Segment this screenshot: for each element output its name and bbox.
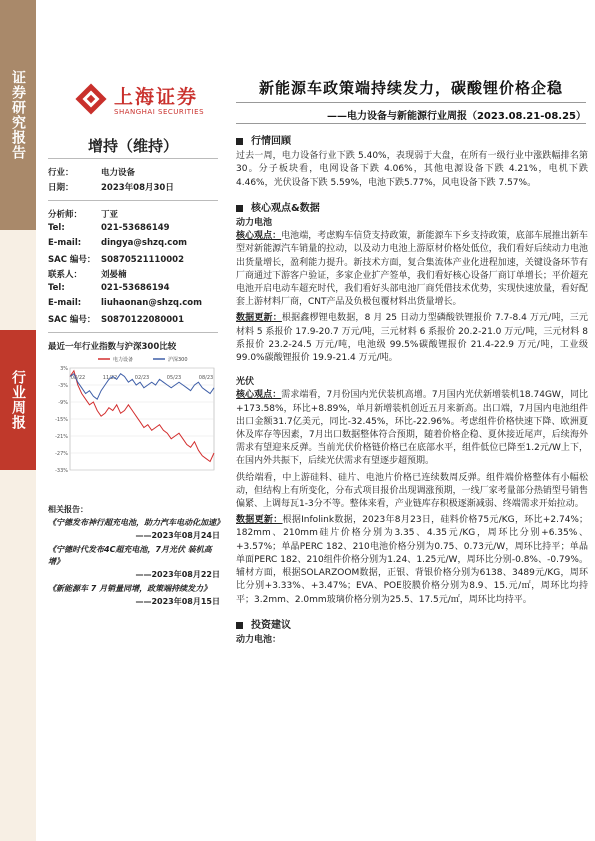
contact-sac: SAC 编号： S0870122080001 [48,315,185,325]
rating-divider [48,158,218,159]
section-core-views: 核心观点&数据 [236,202,588,215]
y-tick-label: -3% [58,383,68,389]
x-tick-label: 05/23 [166,375,182,381]
related-report-title: 《宁德时代发布4C超充电池，7月光伏 装机高增》 [48,545,212,566]
legend-label: 电力设备 [113,357,134,363]
pv-heading: 光伏 [236,377,255,388]
pv-supply: 供给端看，中上游硅料、硅片、电池片价格已连续数周反弹。组件端价格整体有小幅松动，但结构上有所变化，分布式项目报价出现调涨预期，一线厂家考量部分热销型号销售偏紧、上调每瓦1-3分不等。整体来看，产业链库存积极逐渐减弱、终端需求开始拉动。 [236,472,588,510]
contact-tel: Tel: 021-53686194 [48,283,170,293]
legend-label: 沪深300 [168,357,188,363]
pv-data: 数据更新：根据Infolink数据，2023年8月23日，硅料价格75元/KG，环比+2.74%；182mm、210mm硅片价格分别为3.35、4.35元/KG，周环比分别+6.35%、+3.57%；单晶PERC 182、210电池价格分别为0.75、0.73元/W，周环比持平；单晶单面PERC 182、210组件价格分别为1.24、1.25元/W，周环比分别-0.8%、-0.79%。辅材方面，根据SOLARZOOM数据，正银、背银价格分别为6138、3489元/KG，周环比分别+3.33%、+3.47%；EVA、POE胶膜价格分别为8.9、15.元/㎡，周环比均持平；3.2mm、2.0mm玻璃价格分别为25.5、17.5元/㎡，周环比均持平。 [236,515,588,605]
title-divider [236,102,586,103]
sidebar-weekly-label: 行业周报 [0,330,36,470]
analyst-name: 分析师： 丁亚 [48,210,119,220]
related-heading: 相关报告： [48,505,88,514]
analyst-tel: Tel: 021-53686149 [48,223,170,233]
y-tick-label: 3% [60,366,68,372]
chart-title: 最近一年行业指数与沪深300比较 [48,342,177,352]
battery-data: 数据更新：根据鑫椤锂电数据，8 月 25 日动力型磷酸铁锂报价 7.7-8.4 万元/吨，三元材料 5 系报价 17.9-20.7 万元/吨，三元材料 6 系报价 20.2-21.0 万元/吨，三元材料 8 系报价 23.2-24.5 万元/吨，电池级 99.5%碳酸锂报价 21.4-22.9 万元/吨，工业级 99.0%碳酸锂报价 19.9-21.4 万元/吨。 [236,313,588,364]
rating: 增持（维持） [87,137,178,155]
y-tick-label: -21% [55,434,68,440]
meta-date: 日期： 2023年08月30日 [48,183,174,193]
x-tick-label: 02/23 [134,375,150,381]
analyst-email: E-mail: dingya@shzq.com [48,238,188,248]
related-report-title: 《新能源车 7 月销量同增，政策端持续发力》 [48,584,212,593]
brand-emblem-icon [74,82,108,116]
related-report-date: ——2023年08月22日 [135,570,220,579]
report-title: 新能源车政策端持续发力，碳酸锂价格企稳 [258,79,563,97]
x-tick-label: 08/23 [198,375,214,381]
y-tick-label: -33% [55,468,68,474]
report-body [236,132,588,647]
battery-heading: 动力电池 [236,218,273,229]
index-comparison-chart [48,354,220,476]
section-investment-advice: 投资建议 [236,619,588,632]
y-tick-label: -27% [55,451,68,457]
related-report-date: ——2023年08月24日 [135,531,220,540]
brand-logo [74,78,214,124]
subtitle-divider [236,123,586,124]
contact-name: 联系人： 刘晏楠 [48,270,127,280]
bullet-square-icon [236,622,243,629]
x-tick-label: 11/22 [102,375,118,381]
sidebar-report-type: 证券研究报告 [0,0,36,230]
meta-industry: 行业： 电力设备 [48,168,136,178]
bullet-square-icon [236,205,243,212]
related-report-title: 《宁德发布神行超充电池，助力汽车电动化加速》 [48,518,224,527]
y-tick-label: -9% [58,400,68,406]
battery-view: 核心观点：电池端，考虑购车信贷支持政策，新能源车下乡支持政策，底部车展推出新车型对新能源汽车销量的拉动，以及动力电池上游原材价格处低位，我们看好后续动力电池出货量增长，盈利能力提升。新技术方面，复合集流体产业化进程加速，关键设备环节有厂商通过下游客户验证，多家企业扩产签单，我们看好核心设备厂商订单增长；平价超充电池开启电动车超充时代，我们看好头部电池厂商凭借技术优势，实现快速放量，看好配套上游材料厂商，CNT产品及负极包覆材料出货量增长。 [236,231,588,308]
market-review-text: 过去一周，电力设备行业下跌 5.40%，表现弱于大盘，在所有一级行业中涨跌幅排名第 30。分子板块看，电网设备下跌 4.06%，其他电源设备下跌 4.21%，电机下跌 4.46%，光伏设备下跌 5.59%，电池下跌5.77%，风电设备下跌 7.57%。 [236,151,588,188]
bullet-square-icon [236,138,243,145]
analyst-sac: SAC 编号： S0870521110002 [48,255,185,265]
report-subtitle: ——电力设备与新能源行业周报（2023.08.21-08.25） [326,111,586,122]
pv-view: 核心观点：需求端看，7月份国内光伏装机高增。7月国内光伏新增装机18.74GW，同比+173.58%，环比+8.89%，单月新增装机创近五月来新高。出口端，7月国内电池组件出口金额31.7亿美元，同比-32.45%，环比-22.96%。考虑组件价格快速下降、欧洲夏休及库存等因素，7月出口数据整体符合预期，随着价格企稳、夏休接近尾声，后续海外需求有望迎来反弹。当前光伏价格链价格已在底部水平，组件低位已降至1.2元/W上下，在国内外共振下，后续光伏需求有望逐步超预期。 [236,390,588,467]
brand-name-cn: 上海证券 [114,86,199,108]
section-market-review: 行情回顾 [236,135,588,148]
brand-name-en: SHANGHAI SECURITIES [114,108,205,116]
contact-email: E-mail: liuhaonan@shzq.com [48,298,202,308]
analyst-divider [48,332,218,333]
meta-divider [48,200,218,201]
related-report-date: ——2023年08月15日 [135,597,220,606]
x-tick-label: 08/22 [70,375,86,381]
y-tick-label: -15% [55,417,68,423]
advice-battery-heading: 动力电池： [236,634,282,645]
related-reports [48,504,224,610]
